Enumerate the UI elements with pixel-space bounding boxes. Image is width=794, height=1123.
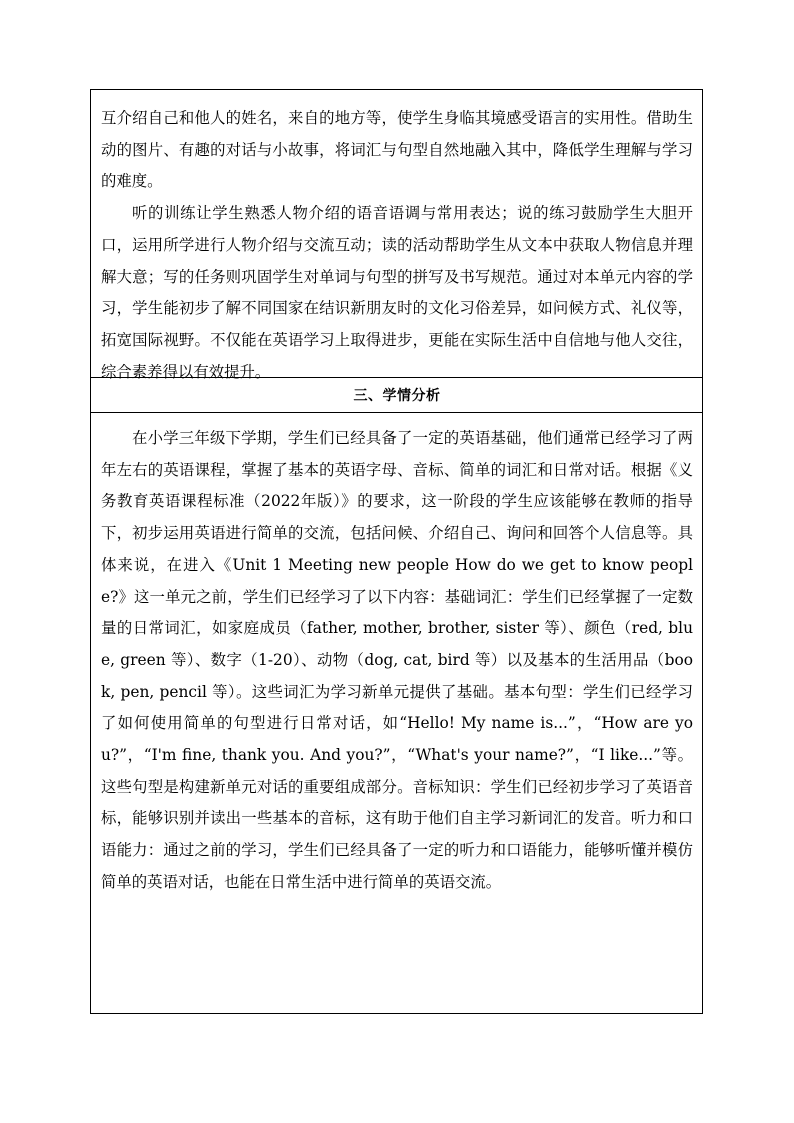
paragraph-continuation: 互介绍自己和他人的姓名，来自的地方等，使学生身临其境感受语言的实用性。借助生动的图片、有趣的对话与小故事，将词汇与句型自然地融入其中，降低学生理解与学习的难度。 (101, 109, 693, 191)
content-analysis-cell (91, 90, 702, 381)
paragraph-skills-training: 听的训练让学生熟悉人物介绍的语音语调与常用表达；说的练习鼓励学生大胆开口，运用所学进行人物介绍与交流互动；读的活动帮助学生从文本中获取人物信息并理解大意；写的任务则巩固学生对单词与句型的拼写及书写规范。通过对本单元内容的学习，学生能初步了解不同国家在结识新朋友时的文化习俗差异，如问候方式、礼仪等，拓宽国际视野。不仅能在英语学习上取得进步，更能在实际生活中自信地与他人交往，综合素养得以有效提升。 (101, 204, 693, 381)
section-heading: 三、学情分析 (91, 378, 702, 413)
document-table (90, 89, 703, 1014)
student-analysis-cell (91, 413, 702, 1013)
paragraph-student-analysis: 在小学三年级下学期，学生们已经具备了一定的英语基础，他们通常已经学习了两年左右的英语课程，掌握了基本的英语字母、音标、简单的词汇和日常对话。根据《义务教育英语课程标准（2022年版）》的要求，这一阶段的学生应该能够在教师的指导下，初步运用英语进行简单的交流，包括问候、介绍自己、询问和回答个人信息等。具体来说，在进入《Unit 1 Meeting new people How do we get to know people?》这一单元之前，学生们已经学习了以下内容：基础词汇：学生们已经掌握了一定数量的日常词汇，如家庭成员（father, mother, brother, sister 等）、颜色（red, blue, green 等）、数字（1-20）、动物（dog, cat, bird 等）以及基本的生活用品（book, pen, pencil 等）。这些词汇为学习新单元提供了基础。基本句型：学生们已经学习了如何使用简单的句型进行日常对话，如“Hello! My name is...”，“How are you?”，“I'm fine, thank you. And you?”，“What's your name?”，“I like...”等。这些句型是构建新单元对话的重要组成部分。音标知识：学生们已经初步学习了英语音标，能够识别并读出一些基本的音标，这有助于他们自主学习新词汇的发音。听力和口语能力：通过之前的学习，学生们已经具备了一定的听力和口语能力，能够听懂并模仿简单的英语对话，也能在日常生活中进行简单的英语交流。 (101, 429, 693, 891)
